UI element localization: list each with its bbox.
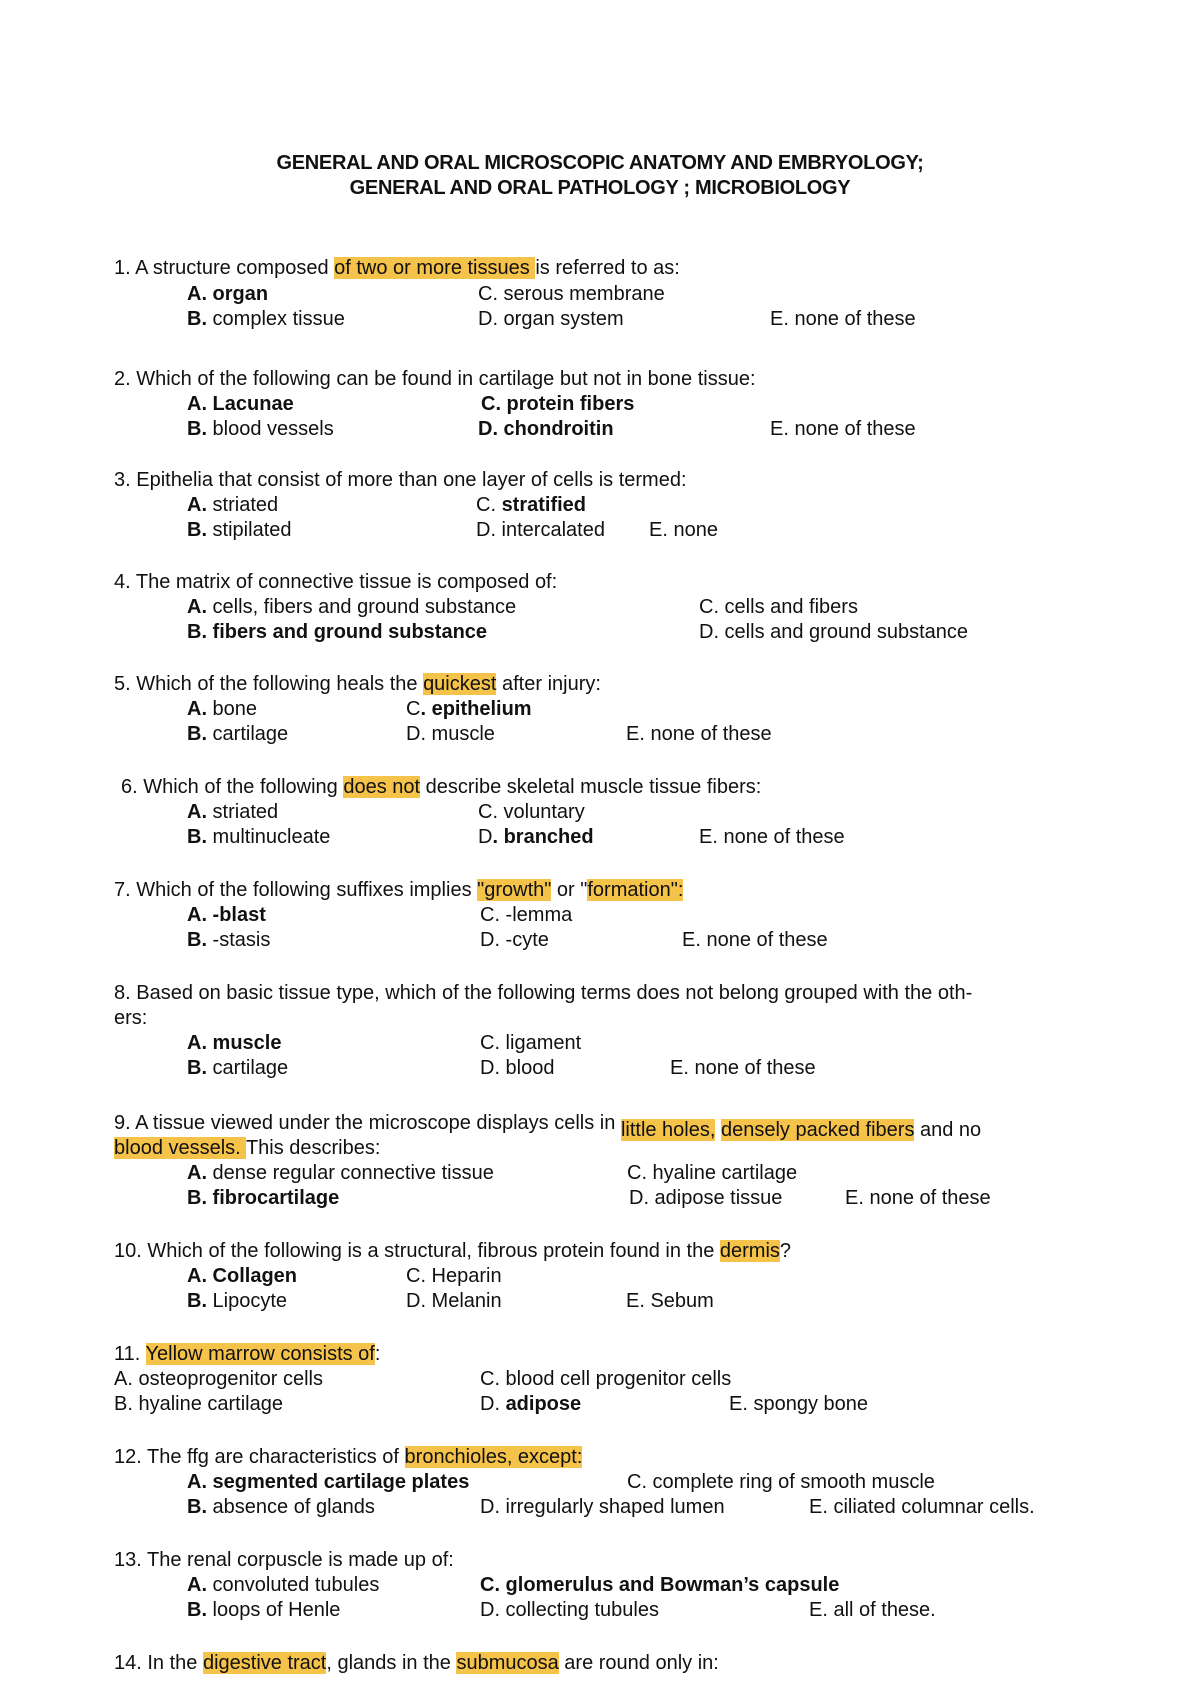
option-a: A. striated	[187, 494, 279, 516]
highlight: submucosa	[456, 1652, 559, 1674]
highlight: digestive tract	[202, 1652, 327, 1674]
option-d: D. muscle	[406, 723, 495, 745]
title-line-1: GENERAL AND ORAL MICROSCOPIC ANATOMY AND EMBRYOLOGY;	[276, 152, 924, 174]
option-c: C. epithelium	[406, 698, 532, 720]
option-d: D. organ system	[478, 308, 624, 330]
option-b: B. loops of Henle	[187, 1599, 341, 1621]
option-d: D. Melanin	[406, 1290, 502, 1312]
option-a: A. segmented cartilage plates	[187, 1471, 470, 1493]
option-c: C. cells and fibers	[699, 596, 858, 618]
option-e: E. none of these	[626, 723, 772, 745]
option-a: A. organ	[187, 283, 269, 305]
option-e: E. ciliated columnar cells.	[809, 1496, 1035, 1518]
option-d: D. chondroitin	[478, 418, 614, 440]
highlight: little holes,	[620, 1119, 716, 1141]
option-b: B. Lipocyte	[187, 1290, 288, 1312]
option-d: D. blood	[480, 1057, 555, 1079]
option-e: E. none of these	[670, 1057, 816, 1079]
highlight: "growth"	[477, 879, 552, 901]
highlight: formation":	[587, 879, 684, 901]
question-12: 12. The ffg are characteristics of bronchioles, except:	[114, 1446, 583, 1468]
option-b: B. blood vessels	[187, 418, 334, 440]
option-b: B. absence of glands	[187, 1496, 375, 1518]
option-b: B. hyaline cartilage	[114, 1393, 283, 1415]
option-a: A. -blast	[187, 904, 266, 926]
highlight: bronchioles, except:	[404, 1446, 583, 1468]
option-a: A. dense regular connective tissue	[187, 1162, 494, 1184]
option-d: D. branched	[478, 826, 594, 848]
option-a: A. cells, fibers and ground substance	[187, 596, 517, 618]
option-a: A. muscle	[187, 1032, 282, 1054]
option-b: B. complex tissue	[187, 308, 345, 330]
option-e: E. none	[649, 519, 718, 541]
option-c: C. complete ring of smooth muscle	[627, 1471, 935, 1493]
highlight: Yellow marrow consists of	[145, 1343, 375, 1365]
option-b: B. cartilage	[187, 1057, 289, 1079]
highlight: densely packed fibers	[721, 1119, 915, 1141]
question-10: 10. Which of the following is a structural, fibrous protein found in the dermis?	[114, 1240, 792, 1262]
option-a: A. osteoprogenitor cells	[114, 1368, 324, 1390]
highlight: does not	[343, 776, 421, 798]
option-c: C. stratified	[476, 494, 587, 516]
option-b: B. stipilated	[187, 519, 292, 541]
option-b: B. multinucleate	[187, 826, 331, 848]
question-14: 14. In the digestive tract, glands in the submucosa are round only in:	[114, 1652, 719, 1674]
option-b: B. fibers and ground substance	[187, 621, 488, 643]
question-2: 2. Which of the following can be found in cartilage but not in bone tissue:	[114, 368, 756, 390]
option-d: D. irregularly shaped lumen	[480, 1496, 725, 1518]
option-e: E. none of these	[770, 308, 916, 330]
highlight: of two or more tissues	[334, 257, 536, 279]
option-d: D. adipose	[480, 1393, 582, 1415]
option-e: E. none of these	[770, 418, 916, 440]
question-13: 13. The renal corpuscle is made up of:	[114, 1549, 454, 1571]
highlight: quickest	[423, 673, 497, 695]
option-e: E. none of these	[845, 1187, 991, 1209]
option-c: C. glomerulus and Bowman’s capsule	[480, 1574, 840, 1596]
option-c: C. protein fibers	[481, 393, 635, 415]
option-b: B. -stasis	[187, 929, 271, 951]
option-b: B. cartilage	[187, 723, 289, 745]
option-d: D. adipose tissue	[629, 1187, 783, 1209]
option-c: C. -lemma	[480, 904, 573, 926]
option-d: D. -cyte	[480, 929, 549, 951]
question-5: 5. Which of the following heals the quickest after injury:	[114, 673, 601, 695]
option-e: E. none of these	[699, 826, 845, 848]
option-c: C. Heparin	[406, 1265, 502, 1287]
option-a: A. Collagen	[187, 1265, 298, 1287]
option-d: D. intercalated	[476, 519, 605, 541]
option-c: C. ligament	[480, 1032, 582, 1054]
question-8-line-1: 8. Based on basic tissue type, which of the following terms does not belong grouped with the oth-	[114, 982, 973, 1004]
question-11: 11. Yellow marrow consists of:	[114, 1343, 381, 1365]
option-c: C. serous membrane	[478, 283, 665, 305]
option-a: A. striated	[187, 801, 279, 823]
highlight: blood vessels.	[114, 1137, 246, 1159]
highlight: dermis	[719, 1240, 780, 1262]
option-c: C. hyaline cartilage	[627, 1162, 798, 1184]
option-a: A. bone	[187, 698, 258, 720]
option-e: E. none of these	[682, 929, 828, 951]
question-4: 4. The matrix of connective tissue is composed of:	[114, 571, 558, 593]
question-8-line-2: ers:	[114, 1007, 148, 1029]
question-9-line-1: 9. A tissue viewed under the microscope displays cells in little holes, densely packed fibers and no	[114, 1112, 982, 1141]
option-c: C. voluntary	[478, 801, 585, 823]
option-d: D. collecting tubules	[480, 1599, 659, 1621]
question-6: 6. Which of the following does not describe skeletal muscle tissue fibers:	[121, 776, 762, 798]
question-3: 3. Epithelia that consist of more than one layer of cells is termed:	[114, 469, 687, 491]
title-line-2: GENERAL AND ORAL PATHOLOGY ; MICROBIOLOGY	[349, 177, 851, 199]
option-e: E. all of these.	[809, 1599, 936, 1621]
question-9-line-2: blood vessels. This describes:	[114, 1137, 381, 1159]
option-d: D. cells and ground substance	[699, 621, 969, 643]
question-7: 7. Which of the following suffixes implies "growth" or "formation":	[114, 879, 684, 901]
option-e: E. spongy bone	[729, 1393, 868, 1415]
option-b: B. fibrocartilage	[187, 1187, 340, 1209]
option-a: A. convoluted tubules	[187, 1574, 380, 1596]
question-1: 1. A structure composed of two or more tissues is referred to as:	[114, 257, 680, 279]
option-c: C. blood cell progenitor cells	[480, 1368, 732, 1390]
option-e: E. Sebum	[626, 1290, 714, 1312]
option-a: A. Lacunae	[187, 393, 294, 415]
